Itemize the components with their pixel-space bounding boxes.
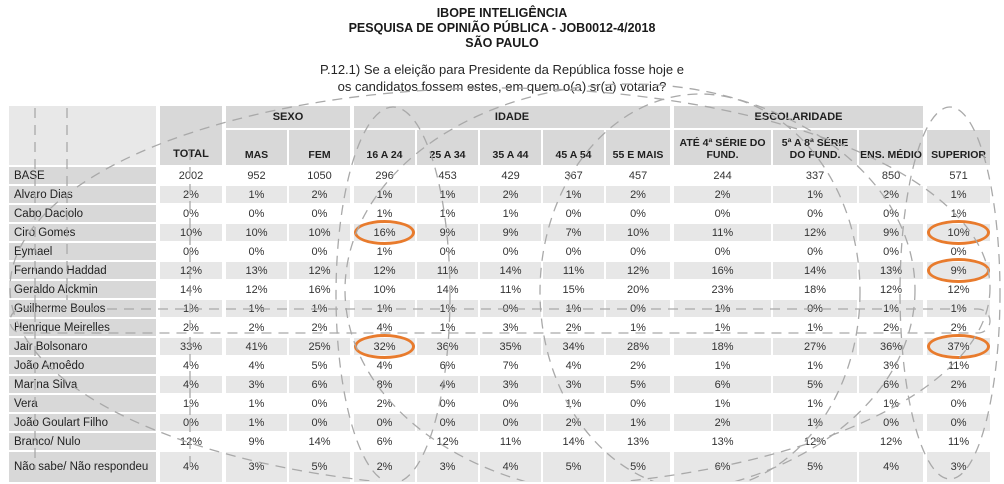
data-cell: 2% xyxy=(925,375,991,394)
row-label: Marina Silva xyxy=(8,375,158,394)
data-cell: 27% xyxy=(772,337,858,356)
data-cell: 1% xyxy=(224,299,288,318)
data-cell: 14% xyxy=(288,432,352,451)
data-cell: 10% xyxy=(352,280,416,299)
data-cell: 0% xyxy=(288,394,352,413)
data-cell: 0% xyxy=(288,204,352,223)
data-cell: 8% xyxy=(352,375,416,394)
table-row xyxy=(8,280,991,299)
data-cell: 12% xyxy=(416,432,479,451)
data-cell: 2% xyxy=(672,413,772,432)
table-row xyxy=(8,299,991,318)
row-label: Não sabe/ Não respondeu xyxy=(8,451,158,483)
data-cell: 4% xyxy=(224,356,288,375)
row-label: Geraldo Alckmin xyxy=(8,280,158,299)
data-cell: 0% xyxy=(605,242,672,261)
table-row xyxy=(8,413,991,432)
data-cell: 1% xyxy=(352,204,416,223)
column-header-total: TOTAL xyxy=(158,105,224,166)
data-cell: 1% xyxy=(772,318,858,337)
data-cell: 457 xyxy=(605,166,672,185)
data-cell: 10% xyxy=(288,223,352,242)
data-cell: 33% xyxy=(158,337,224,356)
data-cell: 11% xyxy=(672,223,772,242)
group-header-idade: IDADE xyxy=(352,105,672,129)
table-header xyxy=(8,105,991,166)
data-cell: 12% xyxy=(288,261,352,280)
data-cell: 952 xyxy=(224,166,288,185)
row-label: Fernando Haddad xyxy=(8,261,158,280)
row-label: Ciro Gomes xyxy=(8,223,158,242)
data-cell: 18% xyxy=(772,280,858,299)
data-cell: 0% xyxy=(158,413,224,432)
data-cell: 9% xyxy=(858,223,925,242)
data-cell: 1% xyxy=(672,299,772,318)
row-label: Cabo Daciolo xyxy=(8,204,158,223)
data-cell: 429 xyxy=(479,166,542,185)
data-cell: 1% xyxy=(416,185,479,204)
data-cell: 4% xyxy=(858,451,925,483)
survey-question-line-1: P.12.1) Se a eleição para Presidente da República fosse hoje e xyxy=(319,62,684,77)
data-cell: 1% xyxy=(542,299,605,318)
data-cell: 2% xyxy=(858,318,925,337)
data-cell: 12% xyxy=(772,432,858,451)
data-cell: 9% xyxy=(224,432,288,451)
data-cell: 12% xyxy=(605,261,672,280)
data-cell: 1% xyxy=(925,185,991,204)
data-cell-highlighted: 10% xyxy=(925,223,991,242)
data-cell: 1% xyxy=(672,394,772,413)
table-body xyxy=(8,166,991,483)
data-cell: 0% xyxy=(479,394,542,413)
data-cell: 0% xyxy=(772,204,858,223)
data-cell: 13% xyxy=(605,432,672,451)
data-cell: 0% xyxy=(288,413,352,432)
data-cell: 5% xyxy=(772,451,858,483)
data-cell: 2% xyxy=(479,185,542,204)
column-header: 35 A 44 xyxy=(479,129,542,166)
table-row xyxy=(8,356,991,375)
report-title-line-1: IBOPE INTELIGÊNCIA xyxy=(436,6,568,20)
data-cell: 2% xyxy=(542,318,605,337)
group-header-escolaridade: ESCOLARIDADE xyxy=(672,105,925,129)
data-cell: 18% xyxy=(672,337,772,356)
row-label: BASE xyxy=(8,166,158,185)
data-cell: 2% xyxy=(858,185,925,204)
table-row xyxy=(8,185,991,204)
data-cell: 15% xyxy=(542,280,605,299)
data-cell: 34% xyxy=(542,337,605,356)
data-cell: 13% xyxy=(858,261,925,280)
data-cell: 1050 xyxy=(288,166,352,185)
data-cell: 2% xyxy=(224,318,288,337)
row-label: Eymael xyxy=(8,242,158,261)
data-cell: 1% xyxy=(224,394,288,413)
table-row xyxy=(8,166,991,185)
data-cell: 14% xyxy=(158,280,224,299)
column-header: MAS xyxy=(224,129,288,166)
data-cell: 12% xyxy=(858,432,925,451)
data-cell: 3% xyxy=(479,318,542,337)
data-cell: 1% xyxy=(858,299,925,318)
data-cell: 0% xyxy=(416,394,479,413)
data-cell: 0% xyxy=(479,299,542,318)
data-cell-highlighted: 16% xyxy=(352,223,416,242)
data-cell: 0% xyxy=(479,242,542,261)
group-header-blank xyxy=(925,105,991,129)
report-title-line-3: SÃO PAULO xyxy=(465,36,539,50)
data-cell: 4% xyxy=(416,375,479,394)
data-cell: 10% xyxy=(224,223,288,242)
data-cell: 1% xyxy=(672,356,772,375)
data-cell: 0% xyxy=(288,242,352,261)
data-cell: 1% xyxy=(772,356,858,375)
results-table xyxy=(7,104,992,484)
data-cell: 5% xyxy=(605,451,672,483)
row-label: Vera xyxy=(8,394,158,413)
data-cell: 2% xyxy=(925,318,991,337)
data-cell: 4% xyxy=(352,356,416,375)
data-cell: 36% xyxy=(858,337,925,356)
data-cell: 1% xyxy=(858,394,925,413)
data-cell: 3% xyxy=(925,451,991,483)
data-cell: 1% xyxy=(542,185,605,204)
table-row xyxy=(8,375,991,394)
table-row xyxy=(8,204,991,223)
data-cell: 0% xyxy=(858,204,925,223)
table-row xyxy=(8,261,991,280)
data-cell: 2% xyxy=(542,413,605,432)
table-row xyxy=(8,242,991,261)
data-cell: 9% xyxy=(416,223,479,242)
data-cell: 4% xyxy=(158,356,224,375)
data-cell: 2% xyxy=(605,356,672,375)
data-cell: 6% xyxy=(858,375,925,394)
data-cell: 0% xyxy=(542,242,605,261)
data-cell: 571 xyxy=(925,166,991,185)
table-row xyxy=(8,432,991,451)
data-cell: 0% xyxy=(858,242,925,261)
group-header-sexo: SEXO xyxy=(224,105,352,129)
data-cell: 4% xyxy=(158,375,224,394)
document-header xyxy=(0,0,1004,95)
data-cell: 5% xyxy=(605,375,672,394)
data-cell: 244 xyxy=(672,166,772,185)
data-cell: 0% xyxy=(158,204,224,223)
data-cell: 14% xyxy=(772,261,858,280)
data-cell: 1% xyxy=(158,299,224,318)
data-cell: 4% xyxy=(479,451,542,483)
data-cell: 0% xyxy=(605,299,672,318)
data-cell: 5% xyxy=(288,356,352,375)
data-cell: 0% xyxy=(479,413,542,432)
data-cell: 3% xyxy=(858,356,925,375)
data-cell: 0% xyxy=(672,204,772,223)
data-cell: 16% xyxy=(672,261,772,280)
data-cell: 13% xyxy=(224,261,288,280)
data-cell: 12% xyxy=(772,223,858,242)
data-cell: 1% xyxy=(416,318,479,337)
data-cell: 4% xyxy=(542,356,605,375)
data-cell: 0% xyxy=(416,242,479,261)
data-cell: 1% xyxy=(352,185,416,204)
data-cell: 0% xyxy=(605,204,672,223)
data-cell: 6% xyxy=(288,375,352,394)
data-cell: 35% xyxy=(479,337,542,356)
data-cell: 2% xyxy=(158,185,224,204)
data-cell: 16% xyxy=(288,280,352,299)
data-cell: 0% xyxy=(158,242,224,261)
data-cell: 6% xyxy=(416,356,479,375)
data-cell: 1% xyxy=(288,299,352,318)
data-cell: 3% xyxy=(224,375,288,394)
data-cell-highlighted: 9% xyxy=(925,261,991,280)
data-cell: 12% xyxy=(925,280,991,299)
data-cell: 11% xyxy=(416,261,479,280)
data-cell: 25% xyxy=(288,337,352,356)
data-cell: 5% xyxy=(772,375,858,394)
data-cell: 12% xyxy=(352,261,416,280)
row-label: Jair Bolsonaro xyxy=(8,337,158,356)
row-label: Branco/ Nulo xyxy=(8,432,158,451)
data-cell: 14% xyxy=(542,432,605,451)
data-cell: 0% xyxy=(672,242,772,261)
data-cell: 0% xyxy=(224,204,288,223)
column-header: 16 A 24 xyxy=(352,129,416,166)
data-cell: 20% xyxy=(605,280,672,299)
data-cell: 23% xyxy=(672,280,772,299)
data-cell: 6% xyxy=(672,451,772,483)
data-cell: 12% xyxy=(158,432,224,451)
data-cell: 11% xyxy=(542,261,605,280)
data-cell: 6% xyxy=(352,432,416,451)
column-header: 55 E MAIS xyxy=(605,129,672,166)
data-cell: 12% xyxy=(224,280,288,299)
row-label: Henrique Meirelles xyxy=(8,318,158,337)
data-cell: 11% xyxy=(479,432,542,451)
row-label: Alvaro Dias xyxy=(8,185,158,204)
data-cell: 12% xyxy=(158,261,224,280)
data-cell: 3% xyxy=(479,375,542,394)
data-cell: 10% xyxy=(605,223,672,242)
table-corner-cell xyxy=(8,105,158,166)
table-row xyxy=(8,451,991,483)
data-cell: 12% xyxy=(858,280,925,299)
data-cell: 2% xyxy=(158,318,224,337)
data-cell: 0% xyxy=(542,204,605,223)
column-header: 25 A 34 xyxy=(416,129,479,166)
survey-question-line-2: os candidatos fossem estes, em quem o(a) sr(a) votaria? xyxy=(337,78,667,94)
data-cell: 0% xyxy=(772,299,858,318)
data-cell: 1% xyxy=(772,394,858,413)
data-cell: 5% xyxy=(542,451,605,483)
data-cell: 36% xyxy=(416,337,479,356)
data-cell: 1% xyxy=(672,318,772,337)
data-cell: 9% xyxy=(479,223,542,242)
data-cell: 0% xyxy=(605,394,672,413)
data-cell: 4% xyxy=(158,451,224,483)
data-cell: 1% xyxy=(772,185,858,204)
data-cell: 14% xyxy=(479,261,542,280)
data-cell: 10% xyxy=(158,223,224,242)
report-title-line-2: PESQUISA DE OPINIÃO PÚBLICA - JOB0012-4/2018 xyxy=(348,21,656,35)
data-cell: 0% xyxy=(925,394,991,413)
row-label: João Goulart Filho xyxy=(8,413,158,432)
column-header: ENS. MÉDIO xyxy=(858,129,925,166)
data-cell: 2002 xyxy=(158,166,224,185)
data-cell-highlighted: 37% xyxy=(925,337,991,356)
data-cell: 1% xyxy=(158,394,224,413)
data-cell: 453 xyxy=(416,166,479,185)
data-cell: 11% xyxy=(479,280,542,299)
data-cell: 7% xyxy=(542,223,605,242)
data-cell: 1% xyxy=(416,299,479,318)
column-header: 5ª A 8ª SÉRIE DO FUND. xyxy=(772,129,858,166)
data-cell: 0% xyxy=(352,413,416,432)
data-cell: 13% xyxy=(672,432,772,451)
data-cell: 0% xyxy=(925,242,991,261)
data-cell: 2% xyxy=(672,185,772,204)
data-cell: 1% xyxy=(772,413,858,432)
data-cell: 367 xyxy=(542,166,605,185)
data-cell: 2% xyxy=(352,451,416,483)
row-label: João Amoêdo xyxy=(8,356,158,375)
data-cell: 11% xyxy=(925,356,991,375)
data-cell: 1% xyxy=(605,318,672,337)
data-cell: 296 xyxy=(352,166,416,185)
row-label: Guilherme Boulos xyxy=(8,299,158,318)
data-cell: 4% xyxy=(352,318,416,337)
data-cell: 1% xyxy=(224,413,288,432)
table-row xyxy=(8,223,991,242)
data-cell: 1% xyxy=(542,394,605,413)
data-cell: 2% xyxy=(352,394,416,413)
data-cell: 1% xyxy=(352,242,416,261)
data-cell: 3% xyxy=(542,375,605,394)
table-row xyxy=(8,337,991,356)
column-header: SUPERIOR xyxy=(925,129,991,166)
data-cell: 14% xyxy=(416,280,479,299)
data-cell: 11% xyxy=(925,432,991,451)
column-header: 45 A 54 xyxy=(542,129,605,166)
data-cell: 0% xyxy=(224,242,288,261)
data-cell: 28% xyxy=(605,337,672,356)
data-cell: 7% xyxy=(479,356,542,375)
data-cell: 2% xyxy=(288,318,352,337)
data-cell: 6% xyxy=(672,375,772,394)
data-cell: 0% xyxy=(858,413,925,432)
data-cell: 0% xyxy=(772,242,858,261)
data-cell: 1% xyxy=(605,413,672,432)
data-cell: 2% xyxy=(288,185,352,204)
column-header: FEM xyxy=(288,129,352,166)
survey-question xyxy=(0,62,1004,95)
column-header: ATÉ 4ª SÉRIE DO FUND. xyxy=(672,129,772,166)
data-cell: 0% xyxy=(925,413,991,432)
data-cell: 0% xyxy=(416,413,479,432)
data-cell: 850 xyxy=(858,166,925,185)
data-cell: 1% xyxy=(925,204,991,223)
data-cell: 337 xyxy=(772,166,858,185)
data-cell: 41% xyxy=(224,337,288,356)
data-cell-highlighted: 32% xyxy=(352,337,416,356)
table-row xyxy=(8,318,991,337)
table-row xyxy=(8,394,991,413)
data-cell: 1% xyxy=(925,299,991,318)
data-cell: 1% xyxy=(416,204,479,223)
data-cell: 3% xyxy=(416,451,479,483)
data-cell: 1% xyxy=(479,204,542,223)
data-cell: 2% xyxy=(605,185,672,204)
data-cell: 3% xyxy=(224,451,288,483)
data-cell: 1% xyxy=(352,299,416,318)
data-cell: 5% xyxy=(288,451,352,483)
data-cell: 1% xyxy=(224,185,288,204)
